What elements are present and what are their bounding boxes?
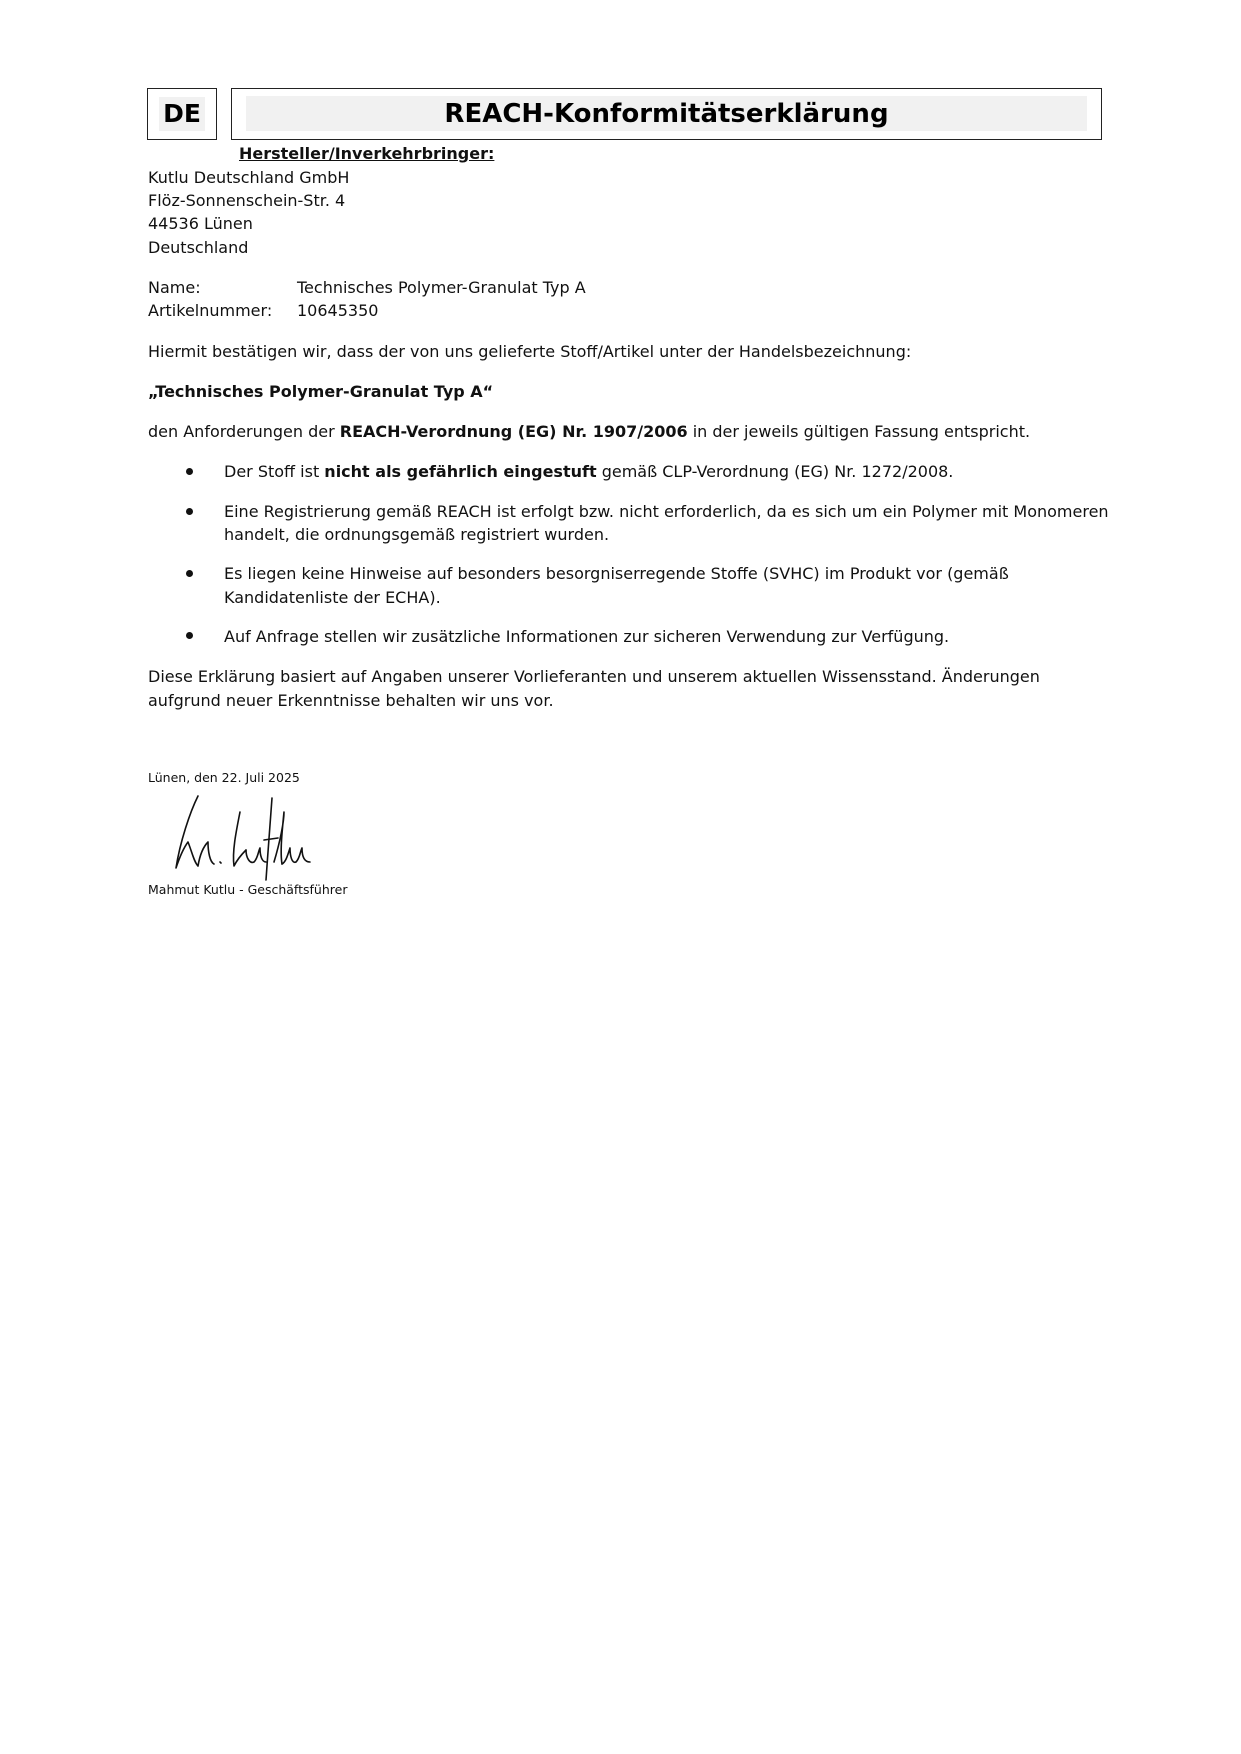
- compliance-paragraph: [148, 422, 1030, 442]
- language-code: DE: [159, 97, 205, 131]
- article-number-value: 10645350: [297, 301, 379, 320]
- bullet-text-pre: Der Stoff ist: [224, 462, 325, 481]
- bullet-text-line1: Auf Anfrage stellen wir zusätzliche Informationen zur sicheren Verwendung zur Verfügung.: [224, 627, 950, 646]
- trade-name: „Technisches Polymer-Granulat Typ A“: [148, 382, 494, 401]
- bullet-dot: [186, 468, 193, 475]
- closing-line1: Diese Erklärung basiert auf Angaben unserer Vorlieferanten und unserem aktuellen Wissensstand. Änderungen: [148, 667, 1040, 686]
- bullet-text-line2: Kandidatenliste der ECHA).: [224, 588, 441, 607]
- bullet-dot: [186, 570, 193, 577]
- bullet-text-line1: Es liegen keine Hinweise auf besonders besorgniserregende Stoffe (SVHC) im Produkt vor (gemäß: [224, 564, 1009, 583]
- closing-line2: aufgrund neuer Erkenntnisse behalten wir uns vor.: [148, 691, 554, 710]
- manufacturer-city: 44536 Lünen: [148, 214, 253, 233]
- language-badge: [147, 88, 217, 140]
- title-box: [231, 88, 1102, 140]
- manufacturer-country: Deutschland: [148, 238, 249, 257]
- bullet-text-line2: handelt, die ordnungsgemäß registriert wurden.: [224, 525, 610, 544]
- bullet-dot: [186, 508, 193, 515]
- manufacturer-heading: Hersteller/Inverkehrbringer:: [239, 144, 495, 163]
- handwritten-signature: [170, 792, 320, 882]
- bullet-text-post: gemäß CLP-Verordnung (EG) Nr. 1272/2008.: [596, 462, 954, 481]
- bullet-dot: [186, 632, 193, 639]
- compliance-pre: den Anforderungen der: [148, 422, 340, 441]
- document-title: REACH-Konformitätserklärung: [246, 96, 1087, 131]
- bullet-text-line1: Eine Registrierung gemäß REACH ist erfolgt bzw. nicht erforderlich, da es sich um ein Polymer mit Monomeren: [224, 502, 1109, 521]
- product-name-label: Name:: [148, 278, 201, 297]
- product-name-value: Technisches Polymer-Granulat Typ A: [297, 278, 586, 297]
- bullet-text-bold: nicht als gefährlich eingestuft: [324, 462, 597, 481]
- regulation-reference: REACH-Verordnung (EG) Nr. 1907/2006: [339, 422, 688, 441]
- signatory-name: Mahmut Kutlu - Geschäftsführer: [148, 882, 348, 897]
- bullet-text: [224, 462, 953, 482]
- manufacturer-street: Flöz-Sonnenschein-Str. 4: [148, 191, 346, 210]
- article-number-label: Artikelnummer:: [148, 301, 273, 320]
- compliance-post: in der jeweils gültigen Fassung entspricht.: [687, 422, 1031, 441]
- intro-paragraph: Hiermit bestätigen wir, dass der von uns gelieferte Stoff/Artikel unter der Handelsbezeichnung:: [148, 342, 912, 361]
- manufacturer-company: Kutlu Deutschland GmbH: [148, 168, 350, 187]
- place-date: Lünen, den 22. Juli 2025: [148, 770, 300, 785]
